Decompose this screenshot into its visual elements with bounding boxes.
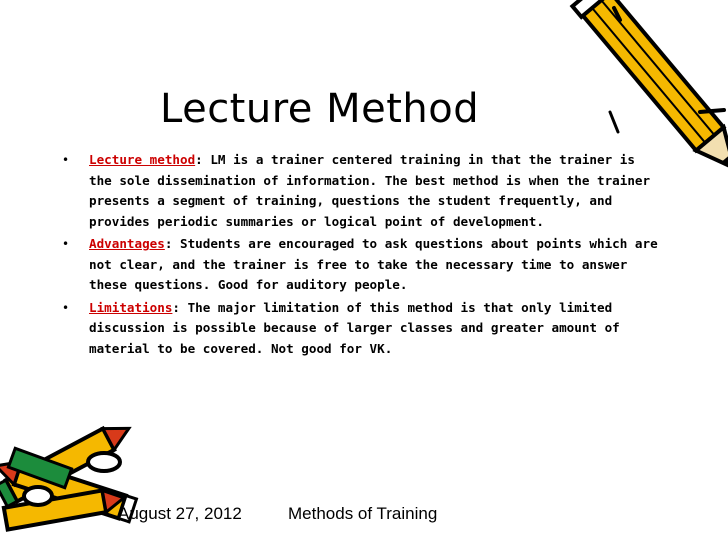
slide-title: Lecture Method: [160, 86, 480, 132]
bullet-text: : Students are encouraged to ask questions about points which are not clear, and the trainer is free to take the necessary time to answer these questions. Good for auditory people.: [89, 236, 658, 292]
bullet-list: [62, 150, 662, 361]
bullet-dot: •: [62, 153, 70, 167]
bullet-limitations: [62, 298, 662, 360]
term-advantages: Advantages: [89, 236, 165, 251]
bullet-lecture-method: [62, 150, 662, 232]
footer-date: August 27, 2012: [118, 504, 242, 523]
bullet-dot: •: [62, 300, 70, 315]
bullet-advantages: [62, 234, 662, 296]
bullet-text: : The major limitation of this method is that only limited discussion is possible because of larger classes and greater amount of material to be covered. Not good for VK.: [89, 299, 620, 356]
footer-title: Methods of Training: [288, 504, 438, 523]
term-lecture-method: Lecture method: [89, 152, 196, 167]
term-limitations: Limitations: [89, 299, 173, 315]
bullet-text: : LM is a trainer centered training in that the trainer is the sole dissemination of information. The best method is when the trainer presents a segment of training, questions the student frequently, and provides periodic summaries or logical point of development.: [89, 152, 651, 229]
bullet-dot: •: [62, 237, 70, 251]
